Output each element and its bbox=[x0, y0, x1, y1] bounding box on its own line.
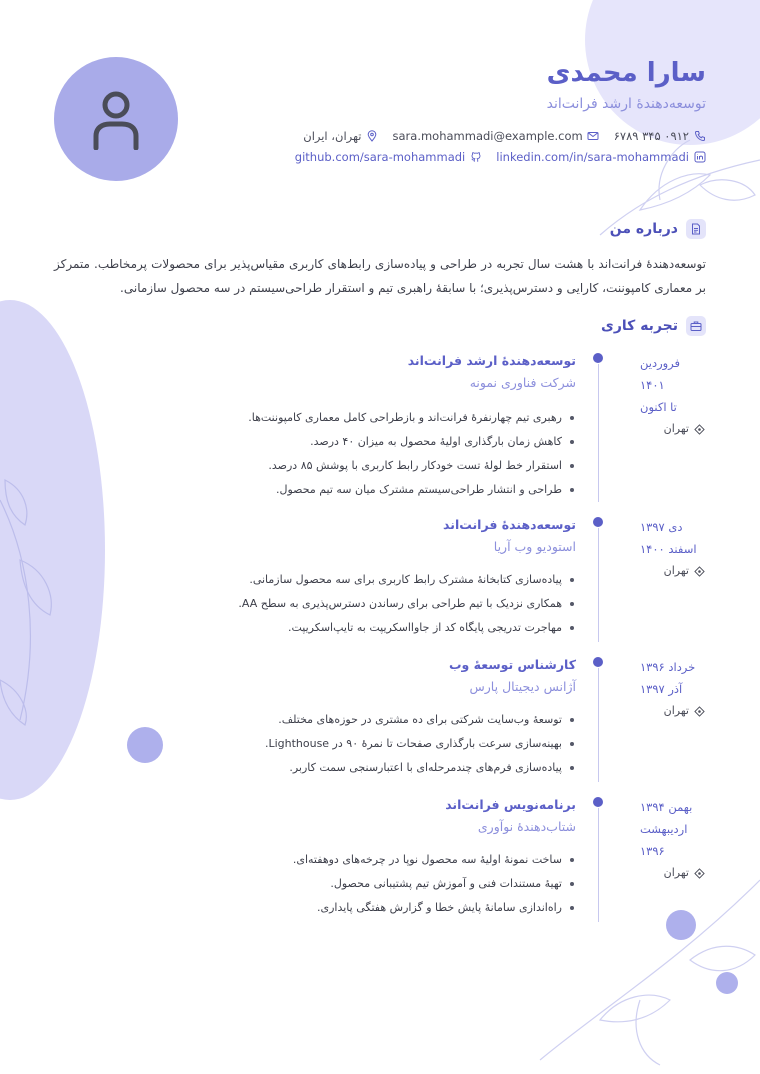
job-bullets bbox=[56, 848, 576, 920]
user-avatar-icon bbox=[92, 88, 140, 150]
github-icon bbox=[469, 151, 482, 164]
job-end-date: آذر ۱۳۹۷ bbox=[640, 682, 683, 696]
job-location-text: تهران bbox=[663, 866, 689, 879]
contact-location bbox=[303, 129, 378, 143]
job-location-text: تهران bbox=[663, 564, 689, 577]
phone-icon bbox=[693, 130, 706, 143]
location-pin-icon bbox=[693, 423, 706, 436]
job-role: توسعه‌دهندهٔ فرانت‌اند bbox=[443, 517, 576, 532]
contact-github[interactable] bbox=[295, 150, 482, 164]
location-pin-icon bbox=[693, 565, 706, 578]
github-link[interactable]: github.com/sara-mohammadi bbox=[294, 150, 466, 164]
job-start-date: فروردین ۱۴۰۱ bbox=[640, 356, 681, 392]
timeline-line bbox=[598, 668, 599, 782]
job-company: شتاب‌دهندهٔ نوآوری bbox=[477, 819, 576, 834]
about-heading: درباره من bbox=[609, 221, 678, 237]
job-location bbox=[640, 862, 706, 884]
about-text: توسعه‌دهندهٔ فرانت‌اند با هشت سال تجربه در طراحی و پیاده‌سازی رابط‌های کاربری مقیاس‌پذیر برای محصولات پرمخاطب. متمرکز بر معماری کامپوننت، کارایی و دسترس‌پذیری؛ با سابقهٔ راهبری تیم و استقرار طراحی‌سیستم در سه محصول سازمانی. bbox=[54, 257, 706, 295]
job-heading bbox=[56, 654, 576, 698]
job-company: شرکت فناوری نمونه bbox=[469, 375, 576, 390]
contact-phone[interactable] bbox=[614, 129, 706, 143]
about-section-header bbox=[610, 219, 706, 239]
job-dates bbox=[640, 796, 706, 884]
job-heading bbox=[56, 794, 576, 838]
timeline-line bbox=[598, 364, 599, 502]
timeline-dot bbox=[593, 517, 603, 527]
experience-heading: تجربه کاری bbox=[601, 318, 678, 334]
list-item: پیاده‌سازی کتابخانهٔ مشترک رابط کاربری برای سه محصول سازمانی. bbox=[56, 568, 576, 592]
job-role: توسعه‌دهندهٔ ارشد فرانت‌اند bbox=[407, 353, 576, 368]
contact-email[interactable] bbox=[393, 129, 600, 143]
list-item: رهبری تیم چهارنفرهٔ فرانت‌اند و بازطراحی کامل معماری کامپوننت‌ها. bbox=[56, 406, 576, 430]
list-item: ساخت نمونهٔ اولیهٔ سه محصول نوپا در چرخه‌های دوهفته‌ای. bbox=[56, 848, 576, 872]
job-dates bbox=[640, 656, 706, 722]
list-item: کاهش زمان بارگذاری اولیهٔ محصول به میزان ۴۰ درصد. bbox=[56, 430, 576, 454]
list-item: توسعهٔ وب‌سایت شرکتی برای ده مشتری در حوزه‌های مختلف. bbox=[56, 708, 576, 732]
job-location bbox=[640, 560, 706, 582]
list-item: تهیهٔ مستندات فنی و آموزش تیم پشتیبانی محصول. bbox=[56, 872, 576, 896]
job-end-date: تا اکنون bbox=[640, 400, 677, 414]
list-item: مهاجرت تدریجی پایگاه کد از جاوااسکریپت به تایپ‌اسکریپت. bbox=[56, 616, 576, 640]
job-location bbox=[640, 700, 706, 722]
location-pin-icon bbox=[693, 867, 706, 880]
job-location bbox=[640, 418, 706, 440]
linkedin-icon bbox=[693, 151, 706, 164]
location-pin-icon bbox=[693, 705, 706, 718]
job-bullets bbox=[56, 406, 576, 502]
list-item: راه‌اندازی سامانهٔ پایش خطا و گزارش هفتگی پایداری. bbox=[56, 896, 576, 920]
job-end-date: اسفند ۱۴۰۰ bbox=[640, 542, 697, 556]
avatar bbox=[54, 57, 178, 181]
job-role: کارشناس توسعهٔ وب bbox=[449, 657, 576, 672]
list-item: استقرار خط لولهٔ تست خودکار رابط کاربری با پوشش ۸۵ درصد. bbox=[56, 454, 576, 478]
job-start-date: دی ۱۳۹۷ bbox=[640, 520, 683, 534]
candidate-name: سارا محمدی bbox=[546, 58, 706, 88]
timeline-dot bbox=[593, 797, 603, 807]
job-heading bbox=[56, 514, 576, 558]
job-dates bbox=[640, 352, 706, 440]
job-location-text: تهران bbox=[663, 704, 689, 717]
email-text: sara.mohammadi@example.com bbox=[392, 129, 583, 143]
job-company: آژانس دیجیتال پارس bbox=[469, 679, 576, 694]
briefcase-icon bbox=[686, 316, 706, 336]
mail-icon bbox=[587, 130, 600, 143]
job-start-date: بهمن ۱۳۹۴ bbox=[640, 800, 693, 814]
list-item: طراحی و انتشار طراحی‌سیستم مشترک میان سه تیم محصول. bbox=[56, 478, 576, 502]
job-title: توسعه‌دهندهٔ ارشد فرانت‌اند bbox=[546, 96, 706, 112]
experience-section-header bbox=[601, 316, 706, 336]
job-bullets bbox=[56, 568, 576, 640]
contact-row-primary bbox=[303, 129, 706, 143]
phone-text: ۰۹۱۲ ۳۴۵ ۶۷۸۹ bbox=[613, 129, 689, 143]
job-bullets bbox=[56, 708, 576, 780]
contact-row-links bbox=[295, 150, 706, 164]
timeline-dot bbox=[593, 657, 603, 667]
timeline-line bbox=[598, 808, 599, 922]
job-start-date: خرداد ۱۳۹۶ bbox=[640, 660, 696, 674]
document-icon bbox=[686, 219, 706, 239]
job-dates bbox=[640, 516, 706, 582]
job-role: برنامه‌نویس فرانت‌اند bbox=[445, 797, 576, 812]
job-end-date: اردیبهشت ۱۳۹۶ bbox=[640, 822, 688, 858]
timeline-dot bbox=[593, 353, 603, 363]
contact-linkedin[interactable] bbox=[496, 150, 706, 164]
linkedin-link[interactable]: linkedin.com/in/sara-mohammadi bbox=[496, 150, 689, 164]
job-heading bbox=[56, 350, 576, 394]
list-item: بهینه‌سازی سرعت بارگذاری صفحات تا نمرهٔ ۹۰ در Lighthouse. bbox=[56, 732, 576, 756]
list-item: پیاده‌سازی فرم‌های چندمرحله‌ای با اعتبارسنجی سمت کاربر. bbox=[56, 756, 576, 780]
location-text: تهران، ایران bbox=[303, 129, 362, 143]
job-location-text: تهران bbox=[663, 422, 689, 435]
job-company: استودیو وب آریا bbox=[493, 539, 576, 554]
location-pin-icon bbox=[366, 130, 379, 143]
list-item: همکاری نزدیک با تیم طراحی برای رساندن دسترس‌پذیری به سطح AA. bbox=[56, 592, 576, 616]
timeline-line bbox=[598, 528, 599, 642]
